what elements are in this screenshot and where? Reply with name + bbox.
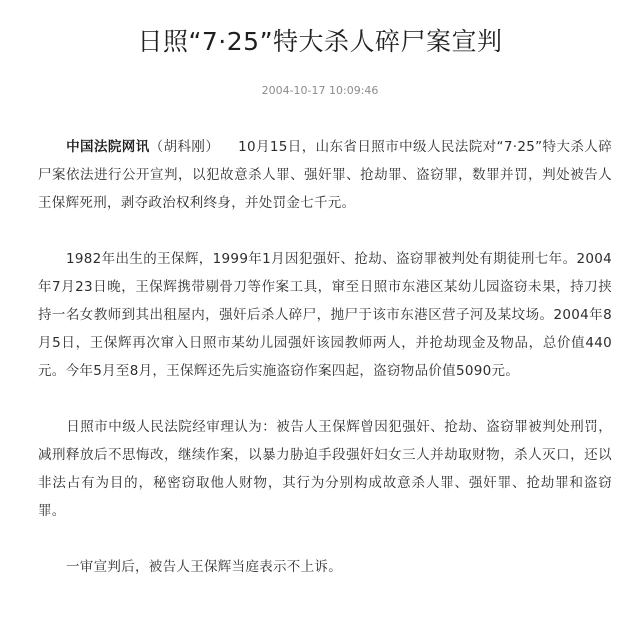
article-author: （胡科刚）: [149, 139, 220, 155]
article-paragraph: [38, 553, 612, 581]
article-title: 日照“7·25”特大杀人碎尸案宣判: [137, 27, 503, 56]
article-timestamp: 2004-10-17 10:09:46: [261, 84, 379, 97]
paragraph-text: 10月15日，山东省日照市中级人民法院对“7·25”特大杀人碎尸案依法进行公开宣判，以犯故意杀人罪、强奸罪、抢劫罪、盗窃罪，数罪并罚，判处被告人王保辉死刑，剥夺政治权利终身，并处罚金七千元。: [38, 139, 612, 211]
article-paragraph: [38, 413, 612, 525]
article-body: [38, 133, 612, 609]
paragraph-text: 日照市中级人民法院经审理认为：被告人王保辉曾因犯强奸、抢劫、盗窃罪被判处刑罚，减刑释放后不思悔改，继续作案，以暴力胁迫手段强奸妇女三人并劫取财物，杀人灭口，还以非法占有为目的，秘密窃取他人财物，其行为分别构成故意杀人罪、强奸罪、抢劫罪和盗窃罪。: [38, 419, 612, 519]
paragraph-text: 一审宣判后，被告人王保辉当庭表示不上诉。: [66, 559, 342, 575]
article-paragraph: [38, 133, 612, 217]
article-paragraph: [38, 245, 612, 385]
paragraph-text: 1982年出生的王保辉，1999年1月因犯强奸、抢劫、盗窃罪被判处有期徒刑七年。2004年7月23日晚，王保辉携带剔骨刀等作案工具，窜至日照市东港区某幼儿园盗窃未果，持刀挟持一名女教师到其出租屋内，强奸后杀人碎尸，抛尸于该市东港区营子河及某坟场。2004年8月5日，王保辉再次窜入日照市某幼儿园强奸该园教师两人，并抢劫现金及物品，总价值440元。今年5月至8月，王保辉还先后实施盗窃作案四起，盗窃物品价值5090元。: [38, 251, 612, 379]
article-source: 中国法院网讯: [66, 139, 150, 155]
